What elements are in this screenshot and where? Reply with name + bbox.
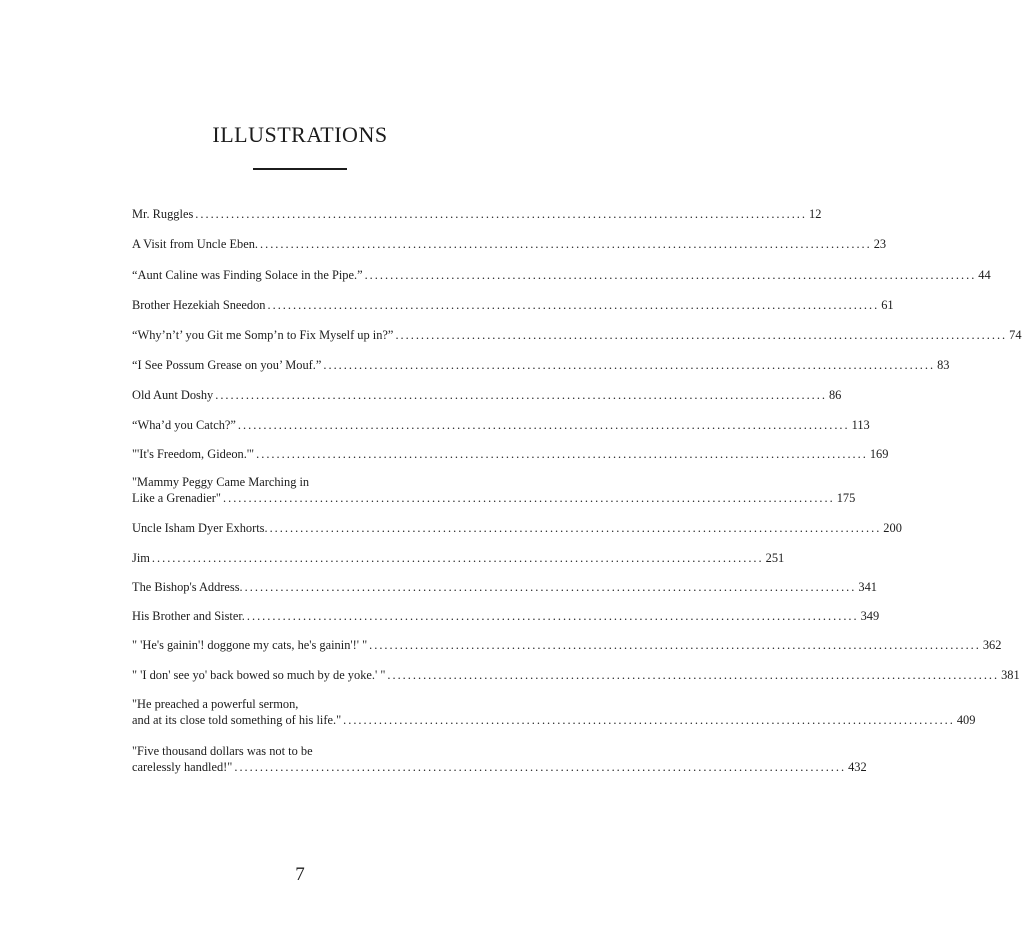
dot-leader: ........................................................................................................................	[246, 609, 859, 623]
title-underline	[253, 168, 347, 170]
entry-page-number: 74	[1009, 328, 1022, 342]
illustration-entry[interactable]	[132, 743, 867, 775]
entry-page-number: 113	[851, 418, 870, 432]
entry-page-number: 12	[809, 207, 822, 221]
entry-page-number: 61	[881, 298, 894, 312]
illustration-entry[interactable]	[132, 520, 902, 536]
entry-page-number: 362	[982, 638, 1002, 652]
entry-page-number: 349	[860, 609, 880, 623]
entry-caption: Mr. Ruggles	[132, 207, 194, 221]
illustration-entry[interactable]	[132, 608, 880, 624]
illustration-entry[interactable]	[132, 236, 887, 252]
entry-caption: “Why’n’t’ you Git me Somp’n to Fix Myself up in?”	[132, 328, 394, 342]
dot-leader: ........................................................................................................................	[237, 418, 850, 432]
entry-caption: Brother Hezekiah Sneedon	[132, 298, 266, 312]
illustration-entry[interactable]	[132, 667, 1020, 683]
dot-leader: ........................................................................................................................	[323, 358, 936, 372]
entry-caption: Uncle Isham Dyer Exhorts.	[132, 521, 268, 535]
page-title: ILLUSTRATIONS	[212, 122, 388, 147]
dot-leader: ........................................................................................................................	[395, 328, 1008, 342]
entry-page-number: 23	[873, 237, 887, 251]
dot-leader: ........................................................................................................................	[223, 491, 835, 505]
dot-leader: ........................................................................................................................	[267, 298, 880, 312]
entry-page-number: 44	[978, 268, 991, 282]
dot-leader: ........................................................................................................................	[234, 760, 847, 774]
entry-page-number: 86	[828, 388, 842, 402]
entry-page-number: 175	[836, 491, 856, 505]
entry-caption: Like a Grenadier"	[132, 491, 221, 505]
illustration-entry[interactable]	[132, 297, 894, 313]
illustration-entry[interactable]	[132, 579, 877, 595]
entry-caption: "'It's Freedom, Gideon.'"	[132, 447, 255, 461]
entry-page-number: 200	[883, 521, 902, 535]
dot-leader: ........................................................................................................................	[244, 580, 857, 594]
entry-caption: and at its close told something of his life."	[132, 713, 342, 727]
illustration-entry[interactable]	[132, 637, 1002, 653]
illustration-entry[interactable]	[132, 550, 785, 566]
entry-page-number: 341	[858, 580, 877, 594]
dot-leader: ........................................................................................................................	[364, 268, 977, 282]
entry-page-number: 381	[1001, 668, 1020, 682]
entry-caption: “Aunt Caline was Finding Solace in the Pipe.”	[132, 268, 363, 282]
illustration-entry[interactable]	[132, 446, 889, 462]
entry-caption: " 'I don' see yo' back bowed so much by de yoke.' "	[132, 668, 386, 682]
entry-caption: Jim	[132, 551, 150, 565]
illustration-entry[interactable]	[132, 387, 842, 403]
illustration-entry[interactable]	[132, 417, 870, 433]
dot-leader: ........................................................................................................................	[215, 388, 827, 402]
illustration-entry[interactable]	[132, 357, 950, 373]
entry-page-number: 251	[765, 551, 785, 565]
dot-leader: ........................................................................................................................	[387, 668, 1000, 682]
entry-caption: The Bishop's Address.	[132, 580, 243, 594]
dot-leader: ........................................................................................................................	[151, 551, 764, 565]
entry-caption: " 'He's gainin'! doggone my cats, he's gainin'!' "	[132, 638, 368, 652]
dot-leader: ........................................................................................................................	[343, 713, 955, 727]
entry-caption-first-line: "He preached a powerful sermon,	[132, 697, 299, 711]
entry-caption: carelessly handled!"	[132, 760, 233, 774]
illustration-entry[interactable]	[132, 206, 822, 222]
entry-page-number: 83	[937, 358, 950, 372]
illustration-entry[interactable]	[132, 474, 856, 506]
page-number: 7	[295, 864, 305, 885]
entry-caption-first-line: "Mammy Peggy Came Marching in	[132, 475, 310, 489]
entry-page-number: 169	[869, 447, 889, 461]
dot-leader: ........................................................................................................................	[260, 237, 872, 251]
dot-leader: ........................................................................................................................	[369, 638, 981, 652]
entry-caption: His Brother and Sister.	[132, 609, 245, 623]
entry-caption: A Visit from Uncle Eben.	[132, 237, 259, 251]
illustration-entry[interactable]	[132, 327, 1022, 343]
entry-page-number: 432	[848, 760, 867, 774]
dot-leader: ........................................................................................................................	[195, 207, 807, 221]
dot-leader: ........................................................................................................................	[269, 521, 882, 535]
entry-caption: Old Aunt Doshy	[132, 388, 214, 402]
dot-leader: ........................................................................................................................	[256, 447, 868, 461]
illustration-entry[interactable]	[132, 696, 976, 728]
entry-page-number: 409	[956, 713, 976, 727]
entry-caption: “I See Possum Grease on you’ Mouf.”	[132, 358, 322, 372]
entry-caption-first-line: "Five thousand dollars was not to be	[132, 744, 313, 758]
entry-caption: “Wha’d you Catch?”	[132, 418, 236, 432]
illustration-entry[interactable]	[132, 267, 991, 283]
